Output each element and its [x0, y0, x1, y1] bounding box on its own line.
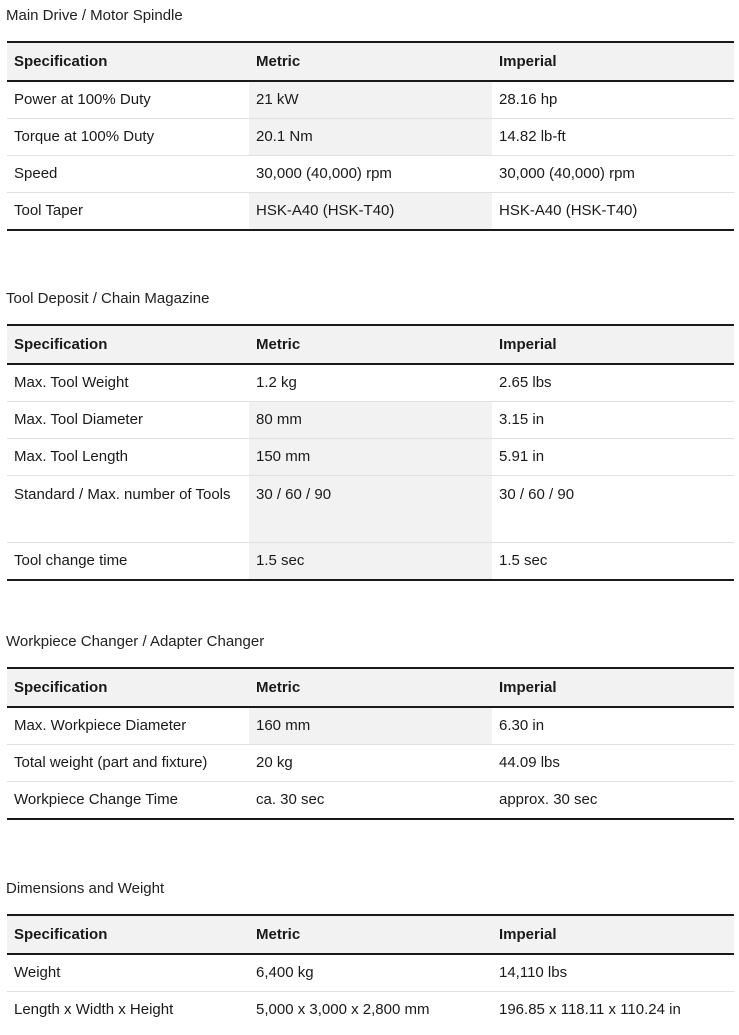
imperial-value: approx. 30 sec — [492, 782, 734, 820]
section-title: Workpiece Changer / Adapter Changer — [6, 633, 265, 650]
spec-name: Total weight (part and fixture) — [7, 745, 249, 782]
imperial-value: 14.82 lb-ft — [492, 119, 734, 156]
spec-name: Weight — [14, 964, 61, 981]
table-row — [7, 119, 734, 156]
metric-value: 20.1 Nm — [249, 119, 492, 156]
metric-value: 5,000 x 3,000 x 2,800 mm — [249, 992, 492, 1029]
metric-value: HSK-A40 (HSK-T40) — [249, 193, 492, 231]
header-specification: Specification — [7, 668, 249, 707]
header-imperial: Imperial — [492, 325, 734, 364]
imperial-value: 30 / 60 / 90 — [492, 476, 734, 543]
spec-name: Tool change time — [7, 543, 249, 581]
metric-value: 160 mm — [249, 707, 492, 745]
table-header-row — [7, 668, 734, 707]
metric-value: 80 mm — [249, 402, 492, 439]
metric-value: 21 kW — [249, 81, 492, 119]
spec-table — [7, 914, 734, 1028]
section-tool-deposit — [7, 288, 734, 581]
imperial-value: 14,110 lbs — [499, 964, 568, 981]
header-metric: Metric — [249, 915, 492, 954]
section-dimensions-weight — [7, 878, 734, 1028]
table-row — [7, 476, 734, 543]
section-title: Main Drive / Motor Spindle — [6, 7, 183, 24]
imperial-value: 2.65 lbs — [499, 374, 552, 391]
table-row — [7, 954, 734, 992]
metric-value: ca. 30 sec — [249, 782, 492, 820]
spec-name: Max. Tool Weight — [14, 374, 129, 391]
imperial-value: 28.16 hp — [499, 91, 558, 108]
spec-name: Max. Workpiece Diameter — [14, 717, 187, 734]
table-row — [7, 543, 734, 581]
spec-name: Max. Tool Length — [7, 439, 249, 476]
metric-value: 30,000 (40,000) rpm — [249, 156, 492, 193]
spec-name: Workpiece Change Time — [7, 782, 249, 820]
table-row — [7, 439, 734, 476]
spec-table — [7, 324, 734, 581]
imperial-value: 5.91 in — [492, 439, 734, 476]
metric-value: 150 mm — [249, 439, 492, 476]
header-specification: Specification — [7, 915, 249, 954]
table-row — [7, 364, 734, 402]
header-imperial: Imperial — [492, 668, 734, 707]
table-header-row — [7, 325, 734, 364]
table-row — [7, 156, 734, 193]
imperial-value: 30,000 (40,000) rpm — [492, 156, 734, 193]
header-imperial: Imperial — [492, 915, 734, 954]
imperial-value: 1.5 sec — [492, 543, 734, 581]
table-row — [7, 782, 734, 820]
metric-value: 30 / 60 / 90 — [249, 476, 492, 543]
section-title: Tool Deposit / Chain Magazine — [6, 290, 210, 307]
table-row — [7, 81, 734, 119]
spec-table — [7, 667, 734, 820]
imperial-value: 196.85 x 118.11 x 110.24 in — [492, 992, 734, 1029]
spec-name: Power at 100% Duty — [14, 91, 151, 108]
table-row — [7, 707, 734, 745]
imperial-value: 6.30 in — [499, 717, 545, 734]
spec-name: Speed — [7, 156, 249, 193]
section-workpiece-changer — [7, 631, 734, 820]
header-specification: Specification — [7, 325, 249, 364]
metric-value: 1.2 kg — [256, 374, 297, 391]
imperial-value: HSK-A40 (HSK-T40) — [492, 193, 734, 231]
imperial-value: 44.09 lbs — [492, 745, 734, 782]
metric-value: 6,400 kg — [256, 964, 314, 981]
imperial-value: 3.15 in — [492, 402, 734, 439]
spec-table — [7, 41, 734, 231]
table-header-row — [7, 42, 734, 81]
section-title: Dimensions and Weight — [6, 880, 165, 897]
table-row — [7, 745, 734, 782]
spec-name: Length x Width x Height — [7, 992, 249, 1029]
metric-value: 1.5 sec — [249, 543, 492, 581]
table-row — [7, 193, 734, 231]
spec-name: Tool Taper — [7, 193, 249, 231]
table-row — [7, 992, 734, 1029]
header-metric: Metric — [249, 668, 492, 707]
header-imperial: Imperial — [492, 42, 734, 81]
table-row — [7, 402, 734, 439]
spec-name: Standard / Max. number of Tools — [7, 476, 249, 543]
header-metric: Metric — [249, 42, 492, 81]
section-main-drive — [7, 5, 734, 231]
spec-name: Torque at 100% Duty — [7, 119, 249, 156]
header-metric: Metric — [249, 325, 492, 364]
spec-name: Max. Tool Diameter — [7, 402, 249, 439]
table-header-row — [7, 915, 734, 954]
metric-value: 20 kg — [249, 745, 492, 782]
header-specification: Specification — [7, 42, 249, 81]
